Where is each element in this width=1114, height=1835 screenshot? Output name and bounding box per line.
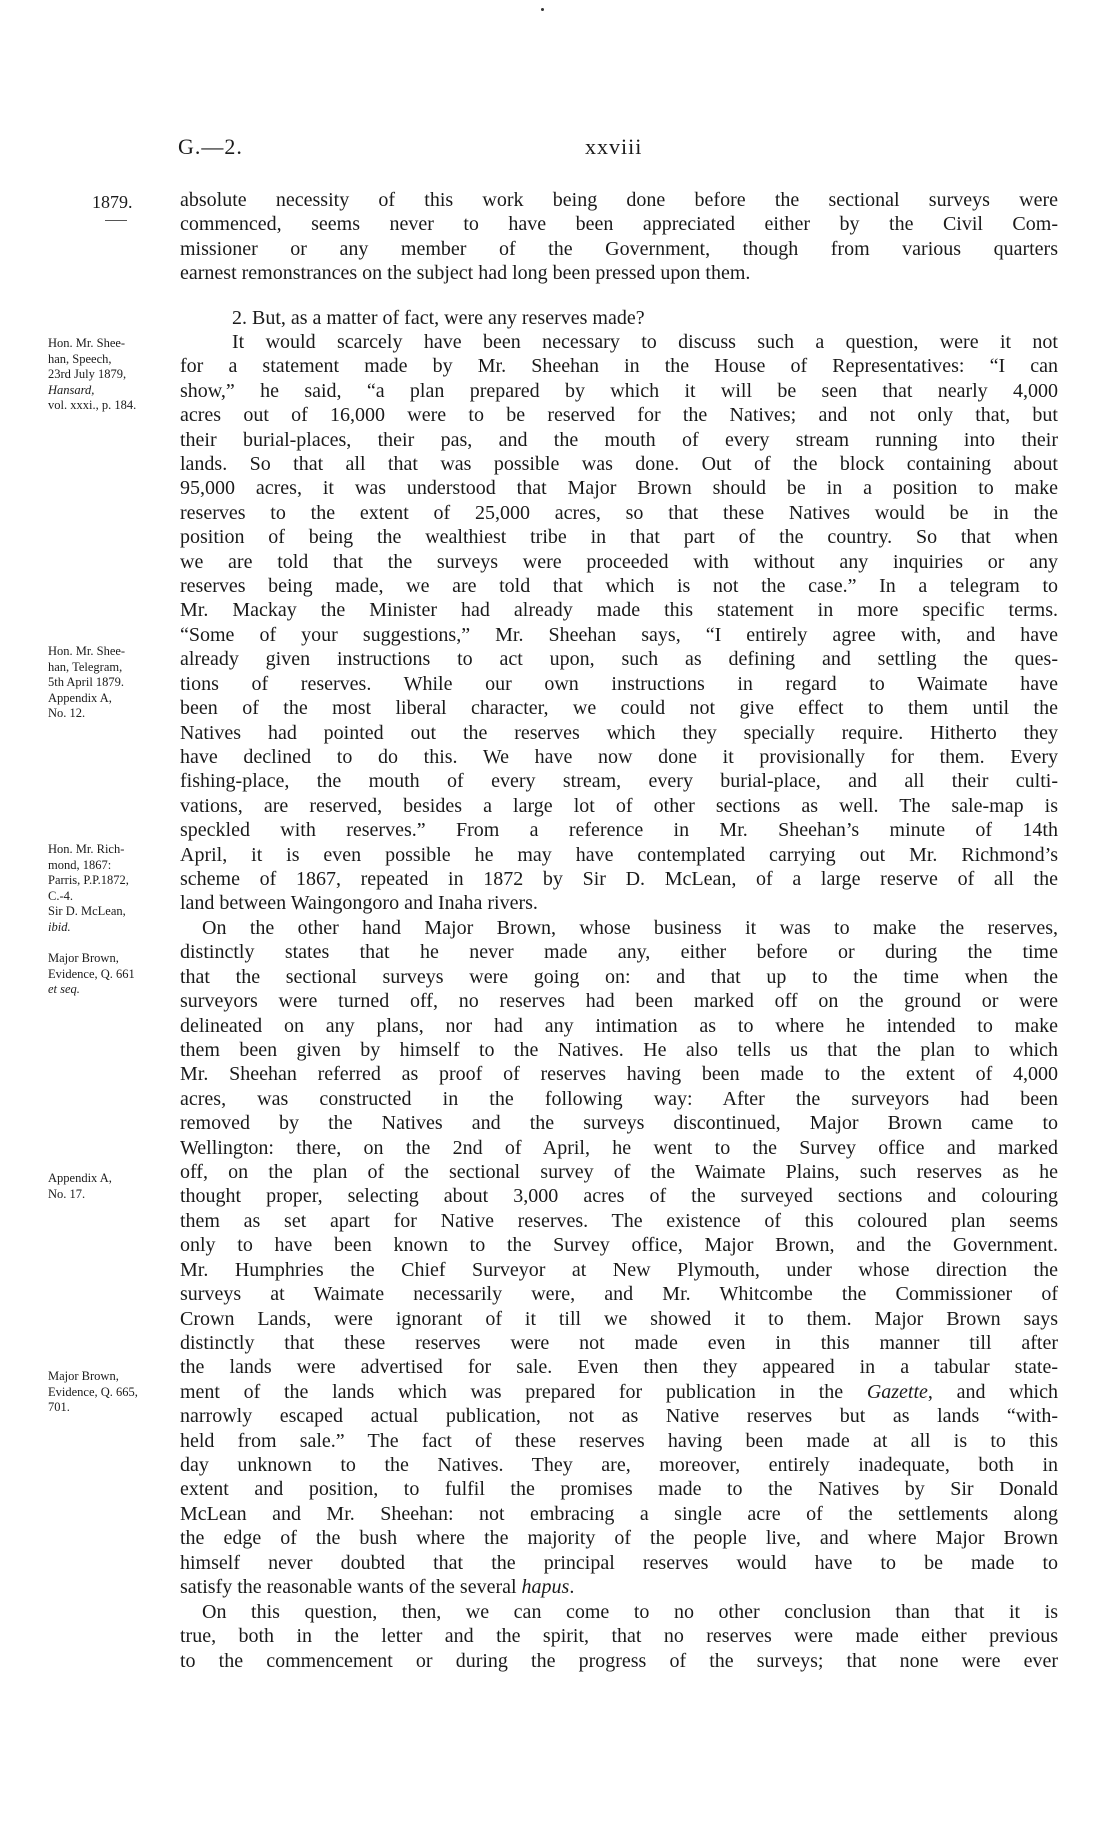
text-line: removed by the Natives and the surveys discontinued, Major Brown came to xyxy=(180,1112,1058,1135)
text-line: land between Waingongoro and Inaha rivers. xyxy=(180,892,538,915)
text-line: extent and position, to fulfil the promises made to the Natives by Sir Donald xyxy=(180,1478,1058,1501)
text-line: the edge of the bush where the majority of the people live, and where Major Brown xyxy=(180,1527,1058,1550)
margin-note-line: Appendix A, xyxy=(48,1171,112,1185)
paragraph xyxy=(180,916,1058,1599)
text-line: show,” he said, “a plan prepared by which it will be seen that nearly 4,000 xyxy=(180,379,1058,402)
text-line-with-italic xyxy=(180,1575,1058,1599)
hapus-italic: hapus xyxy=(521,1575,570,1598)
text-line: only to have been known to the Survey office, Major Brown, and the Government. xyxy=(180,1234,1058,1257)
text-line: himself never doubted that the principal reserves would have to be made to xyxy=(180,1551,1058,1574)
text-fragment: satisfy the reasonable wants of the several xyxy=(180,1575,522,1598)
margin-note xyxy=(48,951,176,998)
text-line: surveys at Waimate necessarily were, and Mr. Whitcombe the Commissioner of xyxy=(180,1283,1058,1306)
margin-note-line: C.-4. xyxy=(48,888,73,903)
text-line: lands. So that all that was possible was done. Out of the block containing about xyxy=(180,453,1058,476)
text-line: earnest remonstrances on the subject had long been pressed upon them. xyxy=(180,262,751,285)
paragraph xyxy=(180,1600,1058,1673)
margin-note-line: mond, 1867: xyxy=(48,857,112,872)
margin-note-line: Major Brown, xyxy=(48,1369,119,1383)
text-line: acres, was constructed in the following way: After the surveyors had been xyxy=(180,1087,1058,1110)
text-line: true, both in the letter and the spirit, that no reserves were made either previous xyxy=(180,1625,1058,1648)
text-line: It would scarcely have been necessary to discuss such a question, were it not xyxy=(232,331,1058,353)
text-line: held from sale.” The fact of these reserves having been made at all is to this xyxy=(180,1429,1058,1452)
text-line: thought proper, selecting about 3,000 acres of the surveyed sections and colouring xyxy=(180,1185,1058,1208)
text-line: we are told that the surveys were proceeded with without any inquiries or any xyxy=(180,550,1058,573)
margin-note-line: et seq. xyxy=(48,982,80,996)
margin-note-line: han, Speech, xyxy=(48,351,112,366)
margin-note-line: ibid. xyxy=(48,919,71,934)
margin-note xyxy=(48,336,176,414)
text-line: have declined to do this. We have now done it provisionally for them. Every xyxy=(180,745,1058,768)
text-line: for a statement made by Mr. Sheehan in the House of Representatives: “I can xyxy=(180,355,1058,378)
year-rule xyxy=(105,220,127,221)
margin-note-line: Evidence, Q. 665, xyxy=(48,1384,138,1399)
text-line: Mr. Sheehan referred as proof of reserves having been made to the extent of 4,000 xyxy=(180,1063,1058,1086)
text-line: commenced, seems never to have been appreciated either by the Civil Com- xyxy=(180,213,1058,236)
text-line: tions of reserves. While our own instructions in regard to Waimate have xyxy=(180,672,1058,695)
text-line: the lands were advertised for sale. Even then they appeared in a tabular state- xyxy=(180,1356,1058,1379)
text-line: distinctly that these reserves were not made even in this manner till after xyxy=(180,1331,1058,1354)
paragraph xyxy=(180,188,1058,286)
text-line: distinctly states that he never made any, either before or during the time xyxy=(180,941,1058,964)
paragraph xyxy=(180,306,1058,330)
text-line: Wellington: there, on the 2nd of April, he went to the Survey office and marked xyxy=(180,1136,1058,1159)
margin-note-line: Hon. Mr. Shee- xyxy=(48,336,126,350)
text-line-with-italic xyxy=(180,1380,1058,1404)
text-line: to the commencement or during the progress of the surveys; that none were ever xyxy=(180,1649,1058,1672)
margin-note xyxy=(48,1369,176,1416)
margin-note xyxy=(48,644,176,722)
margin-note-line: No. 17. xyxy=(48,1186,86,1201)
text-line: acres out of 16,000 were to be reserved for the Natives; and not only that, but xyxy=(180,404,1058,427)
text-line: been of the most liberal character, we could not give effect to them until the xyxy=(180,697,1058,720)
margin-note-line: Major Brown, xyxy=(48,951,119,965)
margin-note-line: 23rd July 1879, xyxy=(48,367,127,381)
margin-note-line: han, Telegram, xyxy=(48,659,123,674)
margin-year: 1879. xyxy=(92,192,133,212)
text-line: day unknown to the Natives. They are, moreover, entirely inadequate, both in xyxy=(180,1453,1058,1476)
text-line: their burial-places, their pas, and the mouth of every stream running into their xyxy=(180,428,1058,451)
text-line: Crown Lands, were ignorant of it till we showed it to them. Major Brown says xyxy=(180,1307,1058,1330)
text-line: Mr. Mackay the Minister had already made this statement in more specific terms. xyxy=(180,599,1058,622)
text-line: that the sectional surveys were going on: and that up to the time when the xyxy=(180,965,1058,988)
margin-note-line: No. 12. xyxy=(48,706,86,720)
text-line: scheme of 1867, repeated in 1872 by Sir D. McLean, of a large reserve of all the xyxy=(180,867,1058,890)
margin-note-line: Evidence, Q. 661 xyxy=(48,966,135,981)
margin-note-line: Sir D. McLean, xyxy=(48,904,126,918)
text-line: fishing-place, the mouth of every stream, every burial-place, and all their culti- xyxy=(180,770,1058,793)
text-line: already given instructions to act upon, such as defining and settling the ques- xyxy=(180,648,1058,671)
scan-speck xyxy=(541,8,544,11)
text-line: “Some of your suggestions,” Mr. Sheehan says, “I entirely agree with, and have xyxy=(180,623,1058,646)
page-header-ref: G.—2. xyxy=(178,134,243,159)
text-line: missioner or any member of the Government, though from various quarters xyxy=(180,237,1058,260)
margin-note xyxy=(48,1171,176,1202)
margin-note-line: Hon. Mr. Rich- xyxy=(48,842,125,856)
text-fragment: ment of the lands which was prepared for publication in the xyxy=(180,1380,867,1403)
text-line: reserves to the extent of 25,000 acres, so that these Natives would be in the xyxy=(180,501,1058,524)
margin-note-line: Parris, P.P.1872, xyxy=(48,873,129,887)
text-line: narrowly escaped actual publication, not as Native reserves but as lands “with- xyxy=(180,1405,1058,1428)
margin-note-line: 701. xyxy=(48,1400,70,1414)
text-fragment: . xyxy=(569,1575,575,1598)
text-line: speckled with reserves.” From a reference in Mr. Sheehan’s minute of 14th xyxy=(180,819,1058,842)
text-line: surveyors were turned off, no reserves had been marked off on the ground or were xyxy=(180,990,1058,1013)
text-line: delineated on any plans, nor had any intimation as to where he intended to make xyxy=(180,1014,1058,1037)
gazette-italic: Gazette xyxy=(866,1380,928,1403)
text-line: position of being the wealthiest tribe in that part of the country. So that when xyxy=(180,526,1058,549)
margin-note-line: vol. xxxi., p. 184. xyxy=(48,398,137,412)
text-line: Mr. Humphries the Chief Surveyor at New Plymouth, under whose direction the xyxy=(180,1258,1058,1281)
section-question: 2. But, as a matter of fact, were any reserves made? xyxy=(232,307,645,329)
text-line: off, on the plan of the sectional survey of the Waimate Plains, such reserves as he xyxy=(180,1161,1058,1184)
margin-note-line: Hon. Mr. Shee- xyxy=(48,644,126,658)
margin-note-line: Appendix A, xyxy=(48,690,112,705)
text-line: them been given by himself to the Natives. He also tells us that the plan to which xyxy=(180,1039,1058,1062)
text-line: April, it is even possible he may have contemplated carrying out Mr. Richmond’s xyxy=(180,843,1058,866)
text-line: vations, are reserved, besides a large lot of other sections as well. The sale-map is xyxy=(180,794,1058,817)
text-line: reserves being made, we are told that which is not the case.” In a telegram to xyxy=(180,575,1058,598)
text-line: On the other hand Major Brown, whose business it was to make the reserves, xyxy=(202,917,1058,939)
paragraph xyxy=(180,330,1058,916)
margin-note-line: 5th April 1879. xyxy=(48,675,125,689)
margin-note xyxy=(48,842,176,935)
text-line: McLean and Mr. Sheehan: not embracing a single acre of the settlements along xyxy=(180,1502,1058,1525)
page-number: xxviii xyxy=(585,134,643,159)
text-line: absolute necessity of this work being done before the sectional surveys were xyxy=(180,189,1058,211)
text-line: Natives had pointed out the reserves which they specially require. Hitherto they xyxy=(180,721,1058,744)
margin-note-line: Hansard, xyxy=(48,382,95,397)
text-line: On this question, then, we can come to no other conclusion than that it is xyxy=(202,1601,1058,1623)
text-fragment: , and which xyxy=(927,1380,1058,1403)
text-line: them as set apart for Native reserves. The existence of this coloured plan seems xyxy=(180,1209,1058,1232)
text-line: 95,000 acres, it was understood that Major Brown should be in a position to make xyxy=(180,477,1058,500)
